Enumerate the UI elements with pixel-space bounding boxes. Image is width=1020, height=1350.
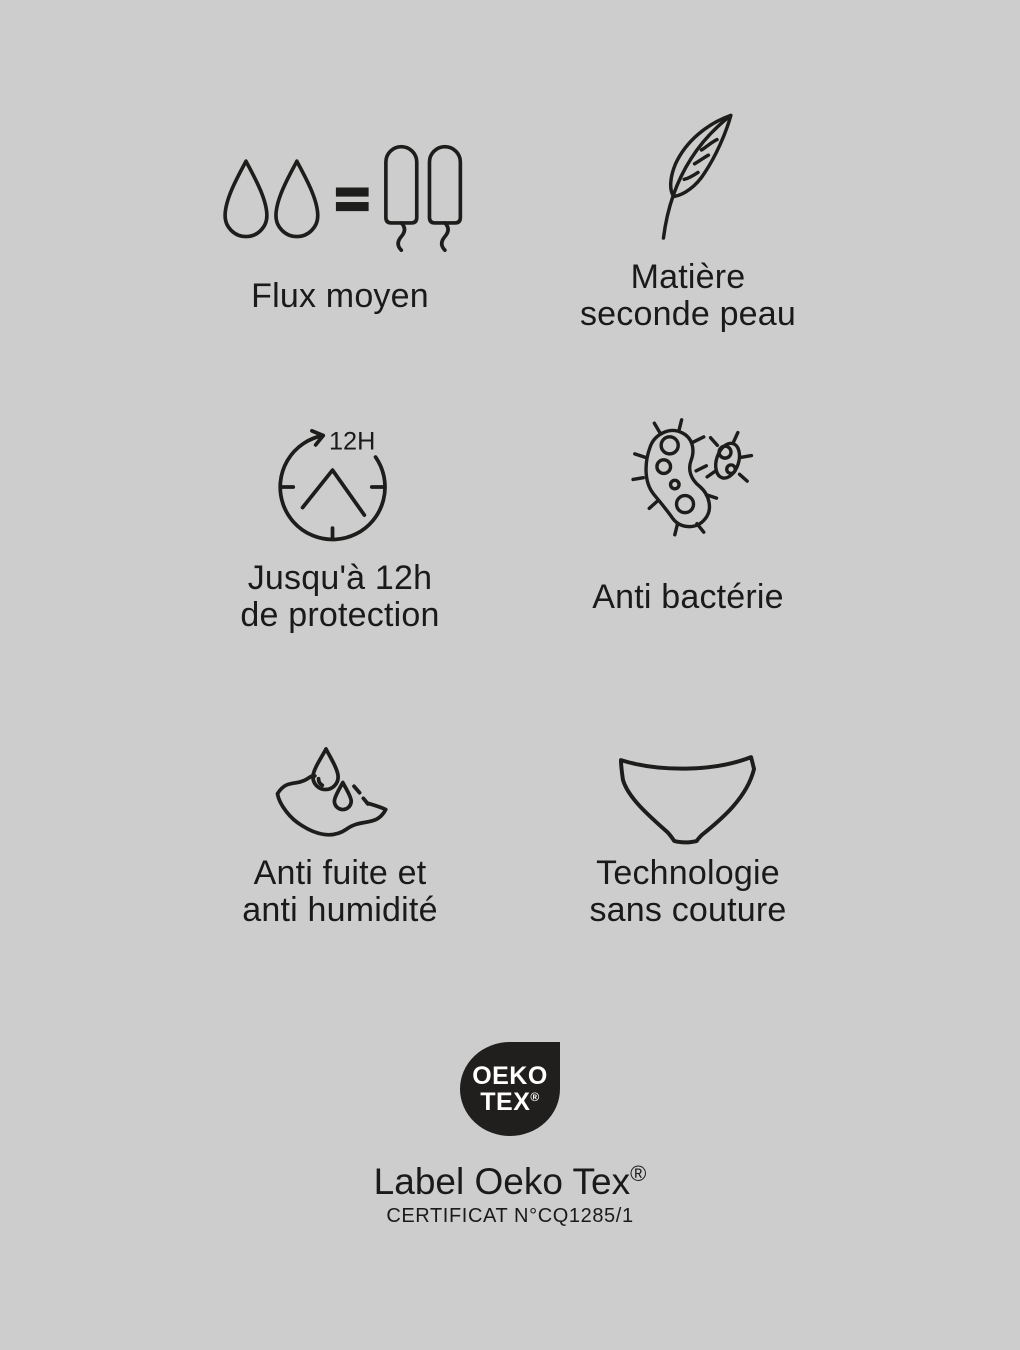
registered-trademark-icon: ®	[530, 1090, 540, 1104]
feature-label-line: Jusqu'à 12h	[247, 559, 433, 597]
fabric-water-drops-icon	[270, 745, 410, 848]
feather-icon	[641, 110, 736, 240]
badge-line-1: OEKO	[472, 1062, 548, 1090]
feature-label-line: Flux moyen	[251, 276, 429, 315]
feature-label-line: Anti fuite et	[253, 854, 427, 892]
feature-label-line: Technologie	[596, 854, 780, 892]
feature-matiere-seconde-peau	[468, 112, 908, 334]
drops-equals-tampons-icon	[215, 143, 465, 252]
feature-label	[251, 258, 429, 334]
feature-sans-couture	[468, 738, 908, 930]
oeko-tex-badge	[460, 1042, 560, 1136]
certification-label: Label Oeko Tex®	[373, 1161, 647, 1202]
feature-label	[240, 559, 439, 635]
feature-label-line: seconde peau	[579, 295, 797, 333]
feature-anti-bacterie	[468, 415, 908, 635]
feature-label-line: sans couture	[589, 891, 787, 929]
registered-trademark-icon: ®	[630, 1161, 647, 1186]
feature-label-line: Matière	[630, 258, 746, 296]
feature-label	[242, 854, 437, 930]
feature-icon-area	[468, 112, 908, 252]
certification-section	[0, 1042, 1020, 1228]
clock-12h-icon	[265, 414, 415, 545]
feature-label	[580, 258, 796, 334]
feature-label-line: Anti bactérie	[592, 577, 784, 616]
bacteria-icon	[622, 413, 754, 545]
feature-label-line: de protection	[240, 596, 440, 634]
feature-label-line: anti humidité	[242, 891, 438, 929]
certificate-number: CERTIFICAT N°CQ1285/1	[386, 1205, 634, 1227]
feature-icon-area	[468, 415, 908, 545]
feature-icon-area	[468, 738, 908, 848]
feature-label	[589, 854, 786, 930]
feature-label	[592, 559, 784, 635]
badge-line-2: TEX ®	[480, 1088, 540, 1116]
clock-duration-text: 12H	[329, 427, 376, 456]
panties-icon	[619, 754, 757, 848]
